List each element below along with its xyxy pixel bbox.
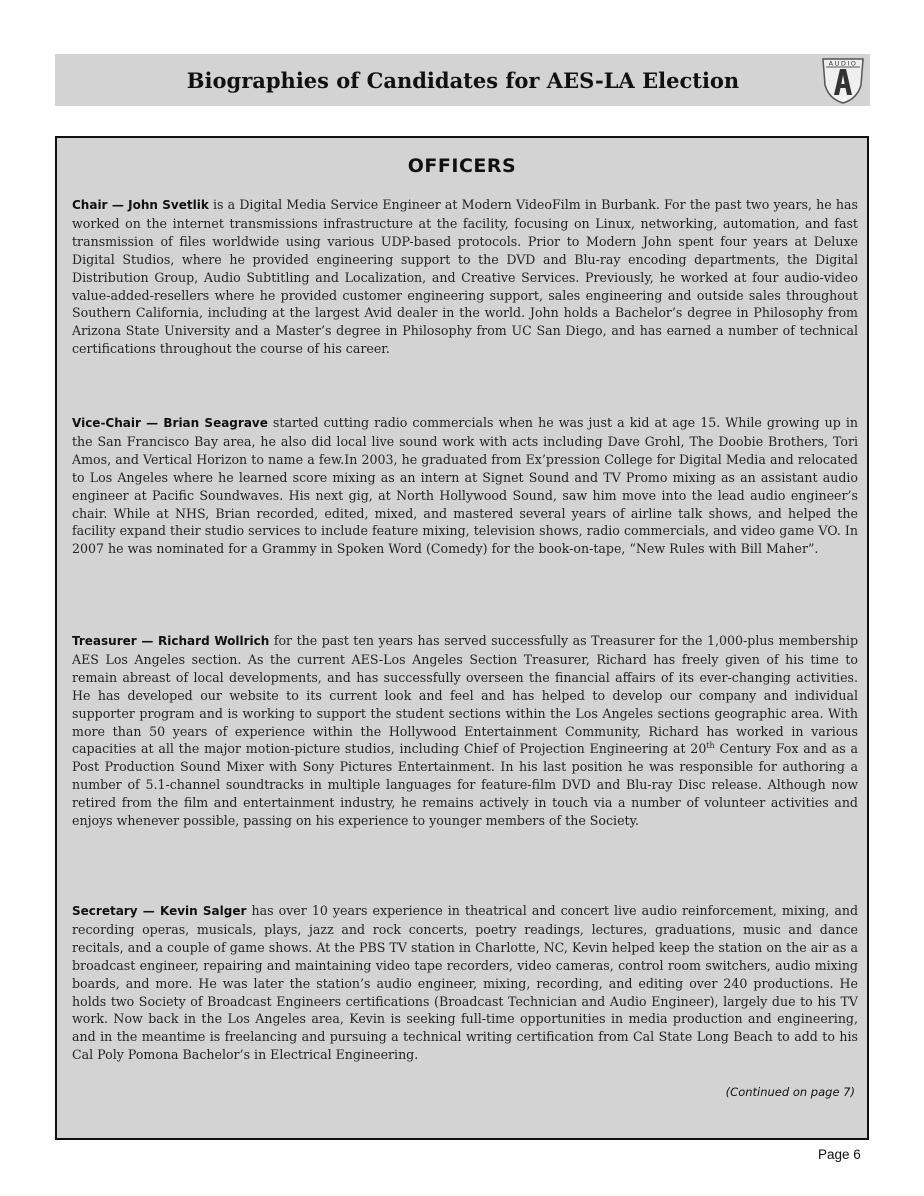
header-bar — [55, 54, 870, 106]
bio-text: started cutting radio commercials when he was just a kid at age 15. While growing up in the San Francisco Bay area, he also did local live sound work with acts including Dave Grohl, The Doobie Brothers, Tori Amos, and Vertical Horizon to name a few.In 2003, he graduated from Ex’pression College for Digital Media and relocated to Los Angeles where he learned score mixing as an intern at Signet Sound and TV Promo mixing as an assistant audio engineer at Pacific Soundwaves. His next gig, at North Hollywood Sound, saw him move into the lead audio engineer’s chair. While at NHS, Brian recorded, edited, mixed, and mastered several years of airline talk shows, and helped the facility expand their studio services to include feature mixing, television shows, radio commercials, and video game VO. In 2007 he was nominated for a Grammy in Spoken Word (Comedy) for the book-on-tape, “New Rules with Bill Maher”. — [72, 415, 858, 557]
bio-name: Treasurer — Richard Wollrich — [72, 634, 270, 648]
page-number: Page 6 — [818, 1147, 861, 1162]
svg-text:AUDIO: AUDIO — [828, 59, 858, 68]
bio-text: Century Fox and as a Post Production Sound Mixer with Sony Pictures Entertainment. In his last position he was responsible for authoring a number of 5.1-channel soundtracks in multiple languages for feature-film DVD and Blu-ray Disc release. Although now retired from the film and entertainment industry, he remains actively in touch via a number of volunteer activities and enjoys whenever possible, passing on his experience to younger members of the Society. — [72, 741, 858, 829]
page-title: Biographies of Candidates for AES-LA Election — [186, 67, 740, 93]
bio-name: Vice-Chair — Brian Seagrave — [72, 416, 268, 430]
aes-logo-icon — [817, 55, 869, 105]
bio-name: Secretary — Kevin Salger — [72, 904, 247, 918]
bio-name: Chair — John Svetlik — [72, 198, 209, 212]
bio-text: has over 10 years experience in theatrical and concert live audio reinforcement, mixing, and recording operas, musicals, plays, jazz and rock concerts, poetry readings, lectures, graduations, music and dance recitals, and a couple of game shows. At the PBS TV station in Charlotte, NC, Kevin helped keep the station on the air as a broadcast engineer, repairing and maintaining video tape recorders, video cameras, control room switchers, audio mixing boards, and more. He was later the station’s audio engineer, mixing, recording, and editing over 240 productions. He holds two Society of Broadcast Engineers certifications (Broadcast Technician and Audio Engineer), largely due to his TV work. Now back in the Los Angeles area, Kevin is seeking full-time opportunities in media production and engineering, and in the meantime is freelancing and pursuing a technical writing certification from Cal State Long Beach to add to his Cal Poly Pomona Bachelor’s in Electrical Engineering. — [72, 903, 859, 1063]
bio-vice-chair — [72, 414, 858, 558]
bio-chair — [72, 196, 858, 358]
officers-panel — [55, 136, 869, 1140]
continued-note: (Continued on page 7) — [725, 1085, 855, 1099]
svg-text:ES: ES — [839, 97, 847, 103]
ordinal-suffix: th — [706, 741, 715, 751]
bio-secretary — [72, 902, 858, 1064]
bio-text: for the past ten years has served successfully as Treasurer for the 1,000-plus membership AES Los Angeles section. As the current AES-Los Angeles Section Treasurer, Richard has freely given of his time to remain abreast of local developments, and has successfully overseen the financial affairs of its ever-changing activities. He has developed our website to its current look and feel and has helped to develop our company and individual supporter program and is working to support the student sections within the Los Angeles sections geographic area. With more than 50 years of experience within the Hollywood Entertainment Community, Richard has worked in various capacities at all the major motion-picture studios, including Chief of Projection Engineering at 20 — [72, 633, 858, 757]
bio-text: is a Digital Media Service Engineer at Modern VideoFilm in Burbank. For the past two years, he has worked on the internet transmissions infrastructure at the facility, focusing on Linux, networking, automation, and fast transmission of files worldwide using various UDP-based protocols. Prior to Modern John spent four years at Deluxe Digital Studios, where he provided engineering support to the DVD and Blu-ray encoding departments, the Digital Distribution Group, Audio Subtitling and Localization, and Creative Services. Previously, he worked at four audio-video value-added-resellers where he provided customer engineering support, sales engineering and outside sales throughout Southern California, including at the largest Avid dealer in the world. John holds a Bachelor’s degree in Philosophy from Arizona State University and a Master’s degree in Philosophy from UC San Diego, and has earned a number of technical certifications throughout the course of his career. — [72, 197, 858, 357]
bio-treasurer — [72, 632, 858, 830]
section-heading: OFFICERS — [407, 155, 517, 177]
